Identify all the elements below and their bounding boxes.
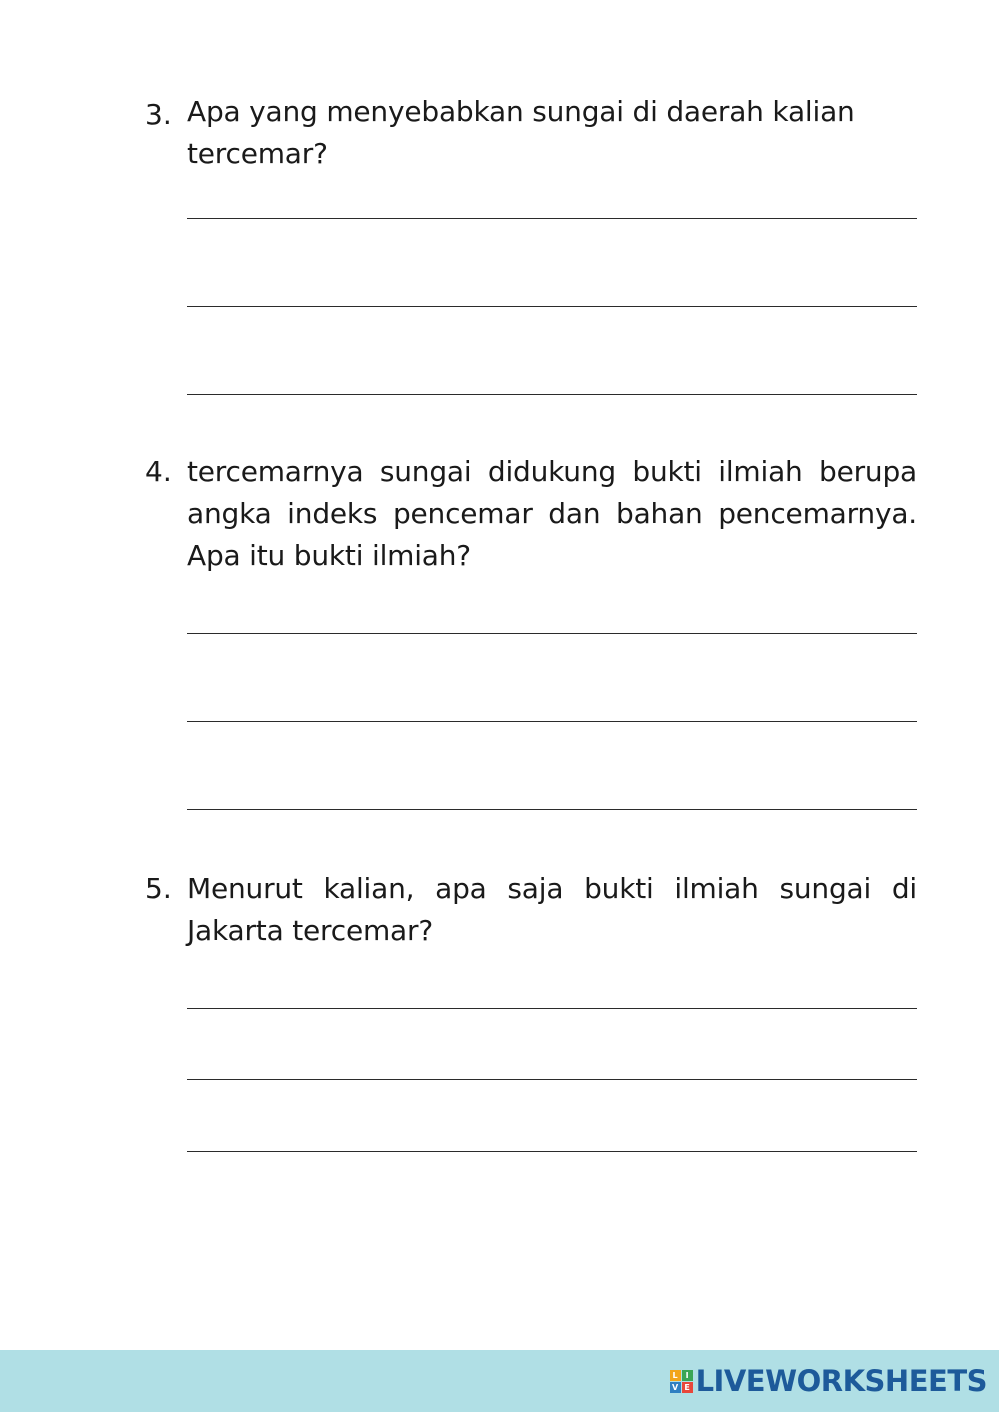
answer-line[interactable] xyxy=(187,809,917,810)
brand[interactable] xyxy=(670,1364,987,1398)
answer-line[interactable] xyxy=(187,1079,917,1080)
answer-line[interactable] xyxy=(187,394,917,395)
logo-letter: L xyxy=(670,1370,681,1381)
question-text: tercemarnya sungai didukung bukti ilmiah berupa angka indeks pencemar dan bahan pencemarnya. Apa itu bukti ilmiah? xyxy=(187,455,917,572)
answer-line[interactable] xyxy=(187,1008,917,1009)
question-text: Apa yang menyebabkan sungai di daerah kalian tercemar? xyxy=(187,95,855,170)
question-number: 3. xyxy=(145,98,172,131)
brand-name: LIVEWORKSHEETS xyxy=(695,1364,987,1398)
answer-line[interactable] xyxy=(187,1151,917,1152)
footer-bar xyxy=(0,1350,999,1412)
answer-line[interactable] xyxy=(187,721,917,722)
logo-letter: I xyxy=(682,1370,693,1381)
answer-line[interactable] xyxy=(187,306,917,307)
logo-letter: E xyxy=(682,1382,693,1393)
liveworksheets-logo-icon xyxy=(670,1370,693,1393)
question-number: 5. xyxy=(145,872,172,905)
question-number: 4. xyxy=(145,455,172,488)
question-text: Menurut kalian, apa saja bukti ilmiah sungai di Jakarta tercemar? xyxy=(187,872,917,947)
answer-line[interactable] xyxy=(187,633,917,634)
answer-line[interactable] xyxy=(187,218,917,219)
logo-letter: V xyxy=(670,1382,681,1393)
